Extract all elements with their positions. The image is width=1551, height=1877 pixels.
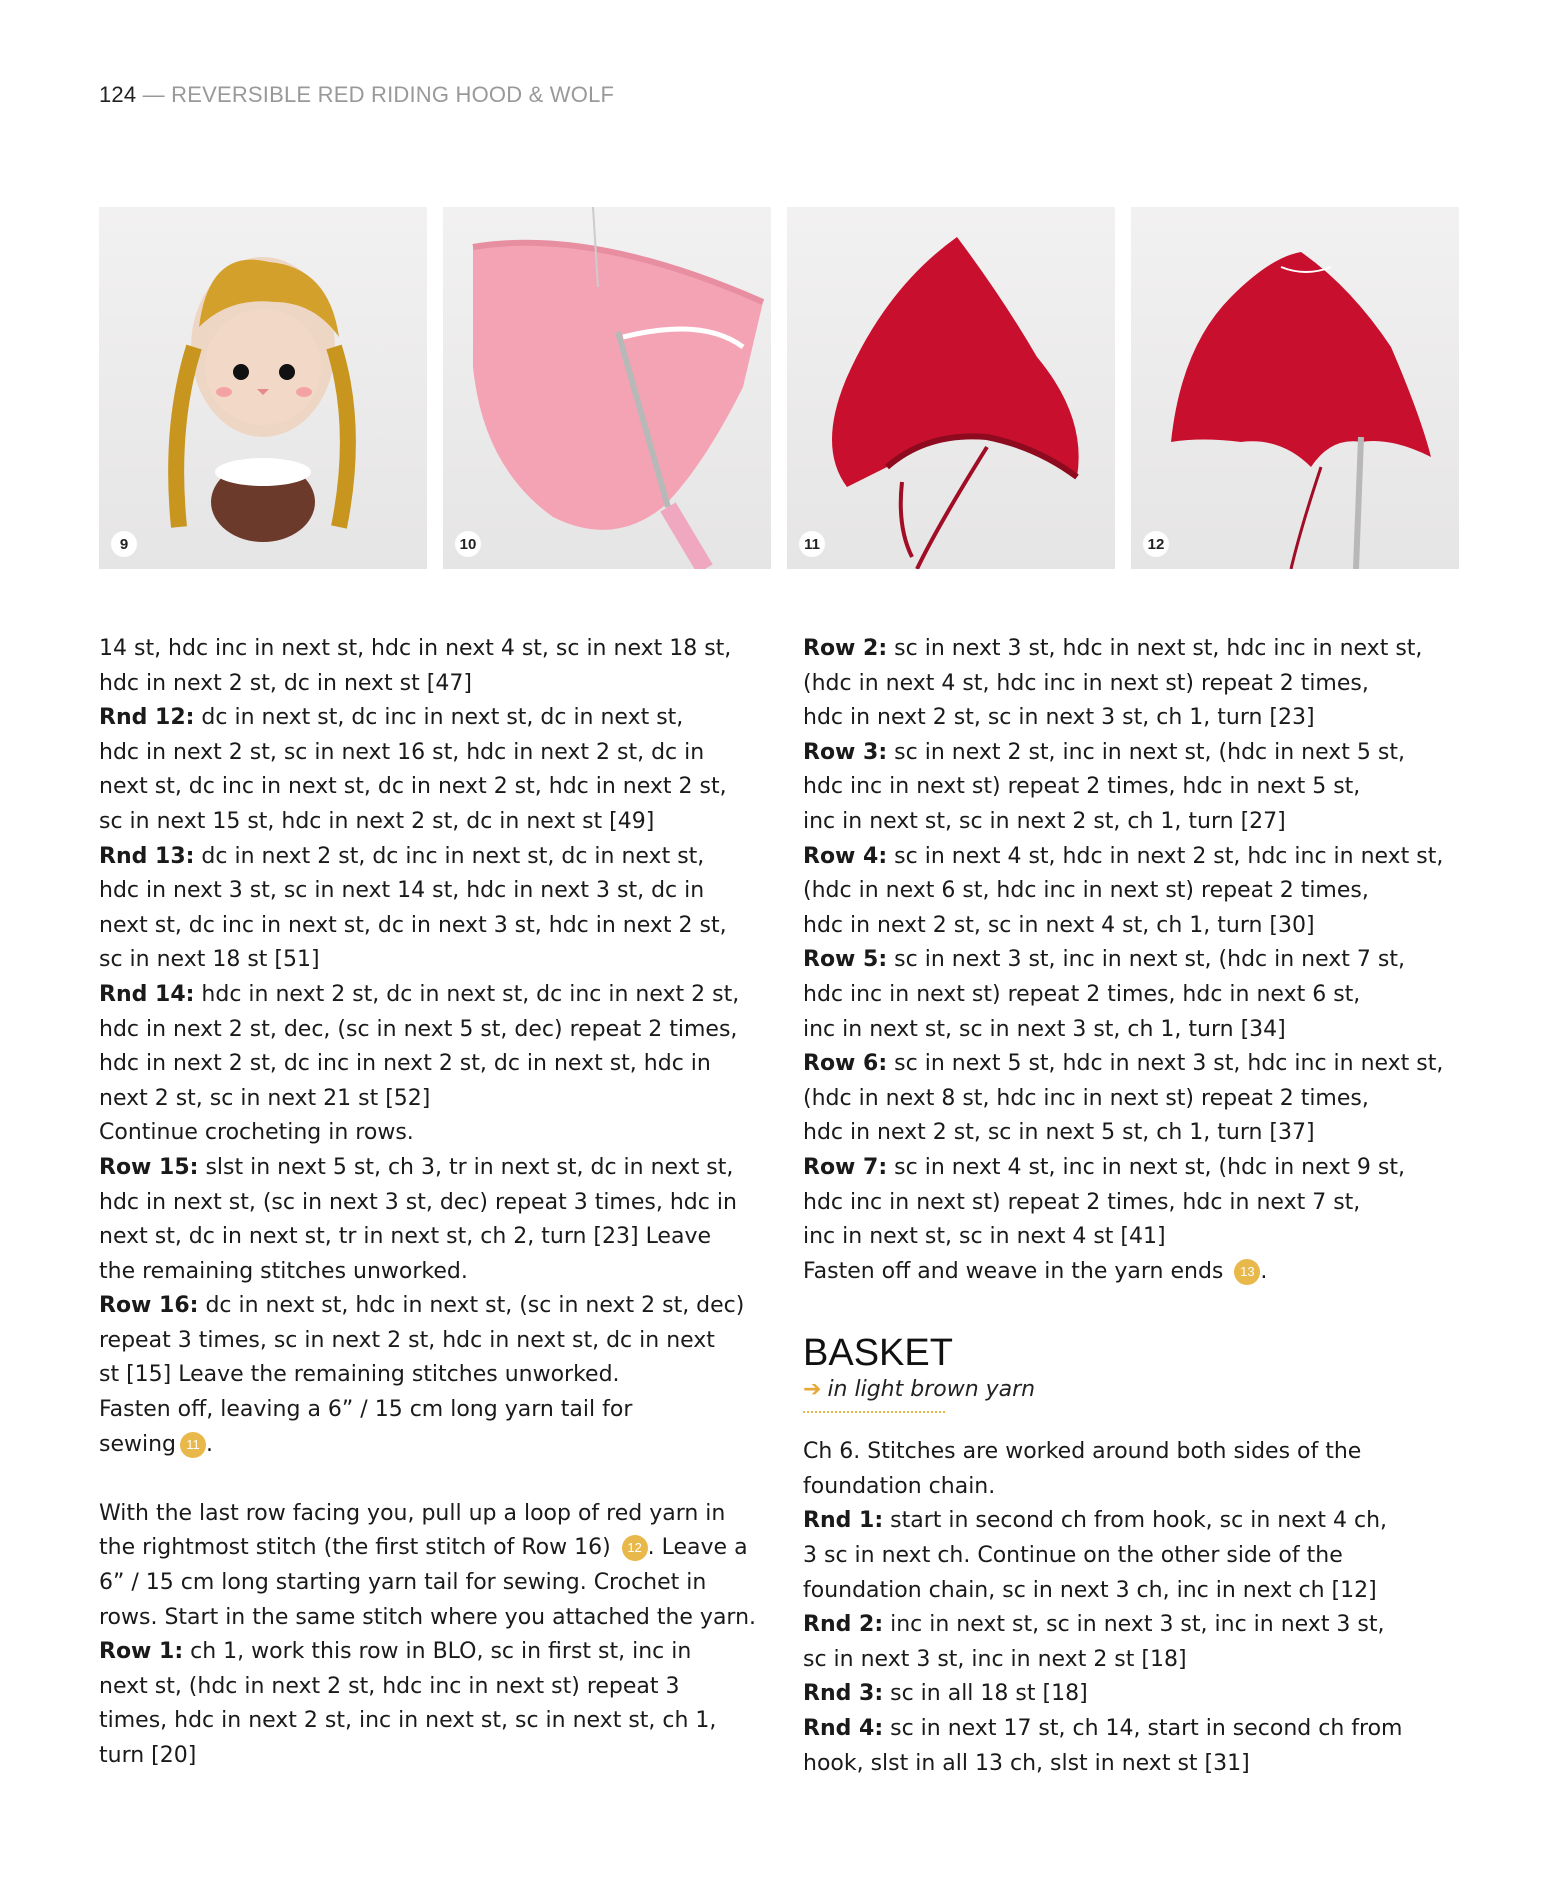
text-line	[99, 943, 759, 978]
step-text-tail: .	[1260, 1258, 1268, 1284]
step-text: hdc in next 2 st, sc in next 3 st, ch 1, turn [23]	[803, 705, 1315, 731]
text-line	[803, 805, 1463, 840]
text-line	[803, 1082, 1463, 1117]
text-line	[803, 1608, 1463, 1643]
step-text: sc in next 5 st, hdc in next 3 st, hdc inc in next st,	[887, 1051, 1444, 1077]
step-label: Row 15:	[99, 1154, 199, 1180]
text-line	[99, 1393, 759, 1428]
text-line	[803, 736, 1463, 771]
step-text: the rightmost stitch (the first stitch of Row 16)	[99, 1535, 618, 1561]
text-line	[803, 1539, 1463, 1574]
step-text: hdc in next 2 st, sc in next 16 st, hdc in next 2 st, dc in	[99, 739, 705, 765]
step-text: hdc in next 2 st, sc in next 5 st, ch 1, turn [37]	[803, 1120, 1315, 1146]
text-line	[803, 701, 1463, 736]
step-text-tail: . Leave a	[647, 1535, 748, 1561]
step-text: hdc in next 2 st, dc inc in next 2 st, dc in next st, hdc in	[99, 1051, 711, 1077]
step-text: the remaining stitches unworked.	[99, 1258, 468, 1284]
step-text: hdc inc in next st) repeat 2 times, hdc in next 6 st,	[803, 981, 1361, 1007]
photo-number-badge: 12	[1143, 531, 1169, 557]
step-text: With the last row facing you, pull up a loop of red yarn in	[99, 1500, 726, 1526]
step-label: Rnd 2:	[803, 1612, 884, 1638]
step-text: inc in next st, sc in next 2 st, ch 1, turn [27]	[803, 808, 1286, 834]
step-text: inc in next st, sc in next 3 st, inc in next 3 st,	[883, 1612, 1385, 1638]
step-text: sc in next 4 st, hdc in next 2 st, hdc inc in next st,	[887, 843, 1444, 869]
text-line	[99, 1358, 759, 1393]
text-line	[803, 1712, 1463, 1747]
photo-pink-hood	[443, 207, 771, 569]
text-line	[99, 1531, 759, 1566]
step-text: foundation chain.	[803, 1473, 996, 1499]
text-line	[803, 978, 1463, 1013]
text-line	[803, 1116, 1463, 1151]
text-line	[803, 1013, 1463, 1048]
text-line	[803, 1643, 1463, 1678]
text-line	[99, 978, 759, 1013]
step-text: ch 1, work this row in BLO, sc in first st, inc in	[183, 1639, 692, 1665]
text-line	[99, 1324, 759, 1359]
text-line	[803, 840, 1463, 875]
step-text: sc in next 3 st, inc in next st, (hdc in next 7 st,	[887, 947, 1405, 973]
text-line	[99, 1601, 759, 1636]
text-line	[803, 1047, 1463, 1082]
text-line	[803, 1151, 1463, 1186]
step-text: start in second ch from hook, sc in next 4 ch,	[883, 1508, 1388, 1534]
text-line	[99, 770, 759, 805]
text-line	[803, 770, 1463, 805]
step-text: slst in next 5 st, ch 3, tr in next st, dc in next st,	[198, 1154, 734, 1180]
left-column	[99, 632, 759, 1774]
step-text: turn [20]	[99, 1743, 197, 1768]
text-line	[99, 1635, 759, 1670]
step-label: Row 1:	[99, 1639, 184, 1665]
text-line	[803, 1186, 1463, 1221]
dotted-divider	[803, 1411, 945, 1413]
text-line	[99, 840, 759, 875]
right-column-instructions	[803, 632, 1463, 1289]
text-line	[803, 1220, 1463, 1255]
step-text: repeat 3 times, sc in next 2 st, hdc in next st, dc in next	[99, 1327, 715, 1353]
text-line	[99, 1739, 759, 1774]
running-header	[99, 82, 614, 108]
step-text: Ch 6. Stitches are worked around both sides of the	[803, 1439, 1362, 1465]
step-text: next st, (hdc in next 2 st, hdc inc in next st) repeat 3	[99, 1673, 680, 1699]
text-line	[99, 1462, 759, 1497]
photo-number-badge: 9	[111, 531, 137, 557]
photo-number-badge: 11	[799, 531, 825, 557]
step-text: 14 st, hdc inc in next st, hdc in next 4 st, sc in next 18 st,	[99, 636, 732, 661]
step-text: next st, dc inc in next st, dc in next 2 st, hdc in next 2 st,	[99, 774, 727, 800]
step-text: Fasten off, leaving a 6” / 15 cm long yarn tail for	[99, 1397, 633, 1423]
basket-subtitle-text: in light brown yarn	[827, 1377, 1036, 1403]
basket-subtitle	[803, 1375, 1463, 1405]
basket-section-title: BASKET	[803, 1332, 953, 1375]
photo-doll-head	[99, 207, 427, 569]
text-line	[803, 1574, 1463, 1609]
photo-red-hood	[787, 207, 1115, 569]
step-text: sc in next 15 st, hdc in next 2 st, dc in next st [49]	[99, 808, 655, 834]
text-line	[99, 1220, 759, 1255]
step-label: Rnd 4:	[803, 1716, 884, 1742]
text-line	[803, 1747, 1463, 1782]
step-text: foundation chain, sc in next 3 ch, inc in next ch [12]	[803, 1577, 1377, 1603]
step-label: Row 6:	[803, 1051, 888, 1077]
text-line	[99, 805, 759, 840]
step-text: sc in next 4 st, inc in next st, (hdc in next 9 st,	[887, 1154, 1405, 1180]
text-line	[99, 1013, 759, 1048]
step-text: times, hdc in next 2 st, inc in next st, sc in next st, ch 1,	[99, 1708, 717, 1734]
text-line	[99, 1047, 759, 1082]
red-hood-back-photo-icon	[1131, 207, 1459, 569]
right-column	[803, 632, 1463, 1781]
step-text: Fasten off and weave in the yarn ends	[803, 1258, 1231, 1284]
photo-reference-badge: 11	[180, 1432, 206, 1458]
step-text: rows. Start in the same stitch where you attached the yarn.	[99, 1604, 757, 1630]
text-line	[99, 1186, 759, 1221]
step-label: Row 7:	[803, 1154, 888, 1180]
step-text: sewing	[99, 1431, 177, 1457]
photo-red-hood-back	[1131, 207, 1459, 569]
text-line	[99, 1428, 759, 1463]
step-label: Rnd 14:	[99, 981, 195, 1007]
text-line	[99, 874, 759, 909]
step-text: dc in next st, hdc in next st, (sc in next 2 st, dec)	[198, 1293, 745, 1319]
step-text: hdc in next 3 st, sc in next 14 st, hdc in next 3 st, dc in	[99, 878, 705, 904]
step-text: hdc in next 2 st, dc in next st [47]	[99, 670, 472, 696]
text-line	[99, 736, 759, 771]
step-text-tail: .	[206, 1431, 214, 1457]
step-text: dc in next st, dc inc in next st, dc in next st,	[194, 705, 684, 731]
pink-hood-photo-icon	[443, 207, 771, 569]
text-line	[803, 943, 1463, 978]
step-text: hook, slst in all 13 ch, slst in next st [31]	[803, 1750, 1250, 1776]
step-text: inc in next st, sc in next 4 st [41]	[803, 1224, 1166, 1250]
text-line	[803, 1470, 1463, 1505]
text-line	[99, 632, 759, 667]
step-label: Rnd 1:	[803, 1508, 884, 1534]
text-line	[99, 1704, 759, 1739]
step-text: next 2 st, sc in next 21 st [52]	[99, 1085, 431, 1111]
step-text: dc in next 2 st, dc inc in next st, dc in next st,	[194, 843, 705, 869]
step-label: Row 16:	[99, 1293, 199, 1319]
step-text: hdc in next 2 st, dec, (sc in next 5 st, dec) repeat 2 times,	[99, 1016, 738, 1042]
arrow-right-icon: ➔	[803, 1377, 822, 1403]
photo-number-badge: 10	[455, 531, 481, 557]
text-line	[803, 1504, 1463, 1539]
step-label: Row 5:	[803, 947, 888, 973]
text-line	[99, 1116, 759, 1151]
step-label: Row 4:	[803, 843, 888, 869]
text-line	[99, 1497, 759, 1532]
step-text: sc in next 3 st, inc in next 2 st [18]	[803, 1646, 1187, 1672]
photo-strip	[99, 207, 1460, 569]
text-line	[99, 1670, 759, 1705]
step-text: hdc inc in next st) repeat 2 times, hdc in next 5 st,	[803, 774, 1361, 800]
text-line	[99, 1151, 759, 1186]
text-line	[803, 909, 1463, 944]
text-line	[803, 632, 1463, 667]
step-text: hdc in next 2 st, sc in next 4 st, ch 1, turn [30]	[803, 912, 1315, 938]
text-line	[99, 1255, 759, 1290]
step-text: sc in next 2 st, inc in next st, (hdc in next 5 st,	[887, 739, 1405, 765]
step-label: Row 3:	[803, 739, 888, 765]
text-line	[803, 874, 1463, 909]
step-text: Continue crocheting in rows.	[99, 1120, 414, 1146]
text-line	[99, 701, 759, 736]
step-label: Rnd 13:	[99, 843, 195, 869]
step-text: sc in next 17 st, ch 14, start in second ch from	[883, 1716, 1403, 1742]
step-text: (hdc in next 8 st, hdc inc in next st) repeat 2 times,	[803, 1085, 1369, 1111]
doll-head-photo-icon	[99, 207, 427, 569]
step-label: Rnd 3:	[803, 1681, 884, 1707]
text-line	[99, 1289, 759, 1324]
text-line	[99, 1566, 759, 1601]
step-text: 6” / 15 cm long starting yarn tail for sewing. Crochet in	[99, 1570, 707, 1596]
step-label: Row 2:	[803, 636, 888, 661]
step-text: hdc inc in next st) repeat 2 times, hdc in next 7 st,	[803, 1189, 1361, 1215]
step-text: hdc in next 2 st, dc in next st, dc inc in next 2 st,	[194, 981, 740, 1007]
photo-reference-badge: 13	[1234, 1259, 1260, 1285]
page-number: 124	[99, 82, 137, 107]
running-title: — REVERSIBLE RED RIDING HOOD & WOLF	[136, 82, 615, 107]
red-hood-photo-icon	[787, 207, 1115, 569]
step-text: inc in next st, sc in next 3 st, ch 1, turn [34]	[803, 1016, 1286, 1042]
step-text: hdc in next st, (sc in next 3 st, dec) repeat 3 times, hdc in	[99, 1189, 737, 1215]
step-text: next st, dc inc in next st, dc in next 3 st, hdc in next 2 st,	[99, 912, 727, 938]
text-line	[803, 667, 1463, 702]
step-text: sc in next 18 st [51]	[99, 947, 320, 973]
text-line	[803, 1677, 1463, 1712]
text-line	[99, 1082, 759, 1117]
step-text: next st, dc in next st, tr in next st, ch 2, turn [23] Leave	[99, 1224, 712, 1250]
step-text: (hdc in next 4 st, hdc inc in next st) repeat 2 times,	[803, 670, 1369, 696]
basket-instructions	[803, 1435, 1463, 1781]
text-line	[803, 1435, 1463, 1470]
step-label: Rnd 12:	[99, 705, 195, 731]
step-text: st [15] Leave the remaining stitches unworked.	[99, 1362, 620, 1388]
step-text: sc in all 18 st [18]	[883, 1681, 1088, 1707]
text-line	[99, 667, 759, 702]
text-line	[803, 1255, 1463, 1290]
text-line	[99, 909, 759, 944]
step-text: (hdc in next 6 st, hdc inc in next st) repeat 2 times,	[803, 878, 1369, 904]
step-text: sc in next 3 st, hdc in next st, hdc inc in next st,	[887, 636, 1423, 661]
step-text: 3 sc in next ch. Continue on the other side of the	[803, 1543, 1343, 1569]
photo-reference-badge: 12	[622, 1535, 648, 1561]
